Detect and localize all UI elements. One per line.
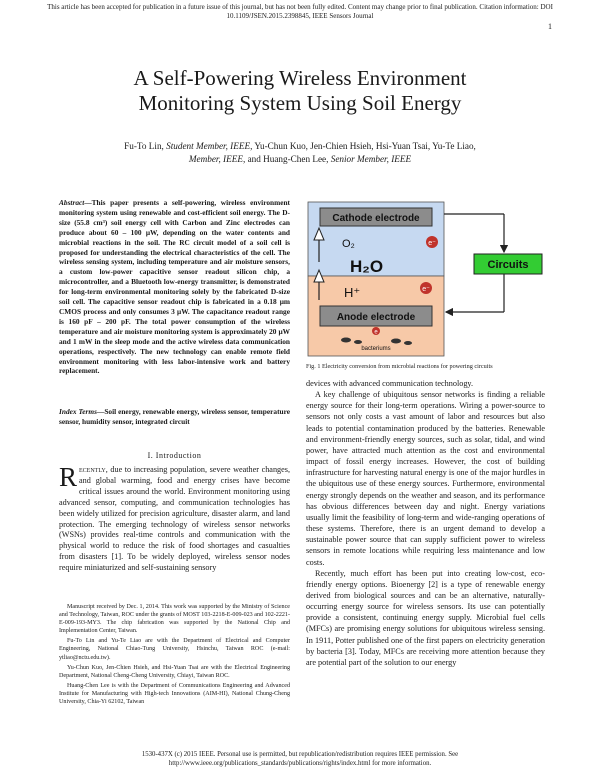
author-1-role: Student Member, IEEE, bbox=[166, 141, 253, 151]
figure-1-caption: Fig. 1 Electricity conversion from microbial reactions for powering circuits bbox=[306, 363, 493, 370]
electron-upper-label: e⁻ bbox=[428, 240, 436, 247]
bacterium-4 bbox=[404, 341, 412, 345]
intro-text: due to increasing population, severe weather changes, and global warming, food and energy crises have become critical issues around the world. Environment monitoring using advanced sensor, computing, and communication technologies has been widely utilized for precision agriculture, disaster alarm, and land protection. The emerging technology of wireless sensor networks (WSNs) provides real-time controls and communication with the physical world to reduce the risk of food shortages and casualties from disasters [1]. To be widely deployed, wireless sensor nodes require miniaturized and self-sustaining sensory bbox=[59, 465, 290, 573]
water-label: H₂O bbox=[350, 257, 384, 276]
right-column-text bbox=[306, 378, 545, 668]
index-terms-label: Index Terms bbox=[59, 407, 97, 416]
right-col-paragraph-1: A key challenge of ubiquitous sensor networks is finding a reliable energy source for their long-term operations. Wiring a power-source to sensors not only costs a vast amount of labor and resources but also leads to potential contamination produced by the batteries. Renewable and environment-friendly energy sources, such as solar, tidal, and wind power, have attracted much attention as the cost and environmental impact of fossil energy increases. However, the cost of building infrastructure for harvesting natural energy is one of the major hurdles in the ubiquitous use of these energy sources. Furthermore, environmental energy strongly depends on the weather and season, and its performance has obvious differences between day and night. Energy variations usually limit the feasibility of long-term and wide-ranging operations of these systems. Therefore, there is an urgent demand to develop a sustainable power source that can supply sufficient power to wireless sensors in remote locations while requiring less maintenance and low costs. bbox=[306, 390, 545, 567]
author-1: Fu-To Lin, bbox=[124, 141, 164, 151]
abstract-text: —This paper presents a self-powering, wireless environment monitoring system using renewable and cost-efficient soil energy. The D-size (55.8 cm³) soil energy cell with Carbon and Zinc electrodes can produce about 60 – 100 μW, depending on the water contents and microbial reactions in the soil. The RC circuit model of a soil cell is proposed for understanding the electrical characteristics of the cell. The wireless sensing system, including temperature and air moisture sensors, a custom low-power capacitive sensor readout silicon chip, a microcontroller, and a Bluetooth low-energy transmitter, is demonstrated for long-term environmental monitoring solely by the fabricated D-size soil cell. The capacitive sensor readout chip is fabricated in a 0.18 μm CMOS process and only consumes 3 μW. The capacitance readout range is 160 pF – 200 pF. The total power consumption of the wireless temperature and air moisture monitoring system is approximately 20 μW and 1 mW in the sleep mode and the active wireless data communication operations, respectively. The new technology can enable remote field environment monitoring with less labor-intensive work and battery replacement. bbox=[59, 198, 290, 376]
section-heading-introduction: I. Introduction bbox=[147, 451, 202, 460]
footer-line-2: http://www.ieee.org/publications_standards/publications/rights/index.html for more information. bbox=[168, 759, 432, 767]
footer-line-1: 1530-437X (c) 2015 IEEE. Personal use is permitted, but republication/redistribution requires IEEE permission. See bbox=[141, 751, 459, 758]
o2-label: O₂ bbox=[342, 238, 355, 250]
anode-electrode-label: Anode electrode bbox=[336, 312, 416, 323]
title-line-2: Monitoring System Using Soil Energy bbox=[138, 91, 462, 115]
footnote-affiliation-1: Fu-To Lin and Yu-Te Liao are with the Department of Electrical and Computer Engineering, National Chiao-Tung University, Hsinchu, Taiwan ROC (e-mail: ytliao@nctu.edu.tw). bbox=[59, 638, 290, 661]
soil-cell-diagram bbox=[306, 200, 546, 358]
footnote-manuscript: Manuscript received by Dec. 1, 2014. This work was supported by the Ministry of Science and Technology, Taiwan, ROC under the grants of MOST 103-2218-E-009-023 and 102-2221-E-009-193-MY3. The chip fabrication was supported by the National Chip and Implementation Center, Taiwan. bbox=[59, 604, 290, 635]
article-status-notice bbox=[28, 3, 572, 21]
author-3: and Huang-Chen Lee, bbox=[247, 154, 329, 164]
abstract bbox=[59, 198, 290, 376]
footnote-affiliation-3: Huang-Chen Lee is with the Department of Communications Engineering and Advanced Institute for Manufacturing with High-tech Innovations (AIM-HI), National Chung-Cheng University, Chia-Yi 62102, Taiwan bbox=[59, 682, 290, 706]
drop-cap: R bbox=[59, 462, 78, 492]
copyright-footer bbox=[40, 751, 560, 768]
electron-lower-label: e⁻ bbox=[422, 286, 430, 293]
index-terms-text: —Soil energy, renewable energy, wireless sensor, temperature sensor, humidity sensor, integrated circuit bbox=[59, 407, 290, 426]
footnotes bbox=[59, 603, 290, 708]
paper-title bbox=[40, 66, 560, 116]
cathode-electrode-label: Cathode electrode bbox=[332, 213, 420, 224]
author-2-group: Yu-Chun Kuo, Jen-Chien Hsieh, Hsi-Yuan Tsai, Yu-Te Liao, bbox=[254, 141, 476, 151]
bacterium-1 bbox=[341, 338, 351, 343]
figure-1 bbox=[306, 200, 546, 358]
author-2-role: Member, IEEE, bbox=[188, 154, 246, 164]
right-col-continuation: devices with advanced communication technology. bbox=[306, 379, 474, 388]
electron-small-label: e bbox=[374, 329, 378, 336]
footnote-affiliation-2: Yu-Chun Kuo, Jen-Chien Hsieh, and Hsi-Yuan Tsai are with the Electrical Engineering Department, National Cheng-Cheng University, Chiayi, Taiwan ROC. bbox=[59, 664, 290, 679]
status-notice-line1: This article has been accepted for publication in a future issue of this journal, but has not been fully edited. Content may change prior to final publication. Citation information: DOI bbox=[47, 3, 553, 11]
title-line-1: A Self-Powering Wireless Environment bbox=[133, 66, 467, 90]
bacterium-2 bbox=[354, 340, 362, 344]
right-col-paragraph-2: Recently, much effort has been put into creating low-cost, eco-friendly energy options. Bioenergy [2] is a type of renewable energy derived from biological sources and can be an alternative, naturally-occurring energy source for wireless sensors. Its use can potentially provide a consistent, continuing energy supply. Microbial fuel cells (MFCs) are promising energy solutions for ubiquitous wireless sensing. In 1911, Potter published one of the first papers on electricity generation by bacteria [3]. Today, MFCs are receiving more attention because they are potential part of the solution to our energy bbox=[306, 568, 545, 667]
author-3-role: Senior Member, IEEE bbox=[330, 154, 412, 164]
abstract-label: Abstract bbox=[59, 198, 85, 207]
circuits-label: Circuits bbox=[487, 259, 529, 271]
introduction-paragraph bbox=[59, 462, 290, 574]
index-terms bbox=[59, 407, 290, 427]
status-notice-line2: 10.1109/JSEN.2015.2398845, IEEE Sensors Journal bbox=[226, 12, 374, 20]
page-number: 1 bbox=[548, 22, 552, 31]
proton-label: H⁺ bbox=[344, 285, 361, 300]
intro-first-word: ecently, bbox=[79, 465, 108, 474]
bacterium-3 bbox=[391, 339, 401, 344]
author-list bbox=[50, 140, 550, 166]
bacteria-label: bacteriums bbox=[361, 346, 391, 352]
